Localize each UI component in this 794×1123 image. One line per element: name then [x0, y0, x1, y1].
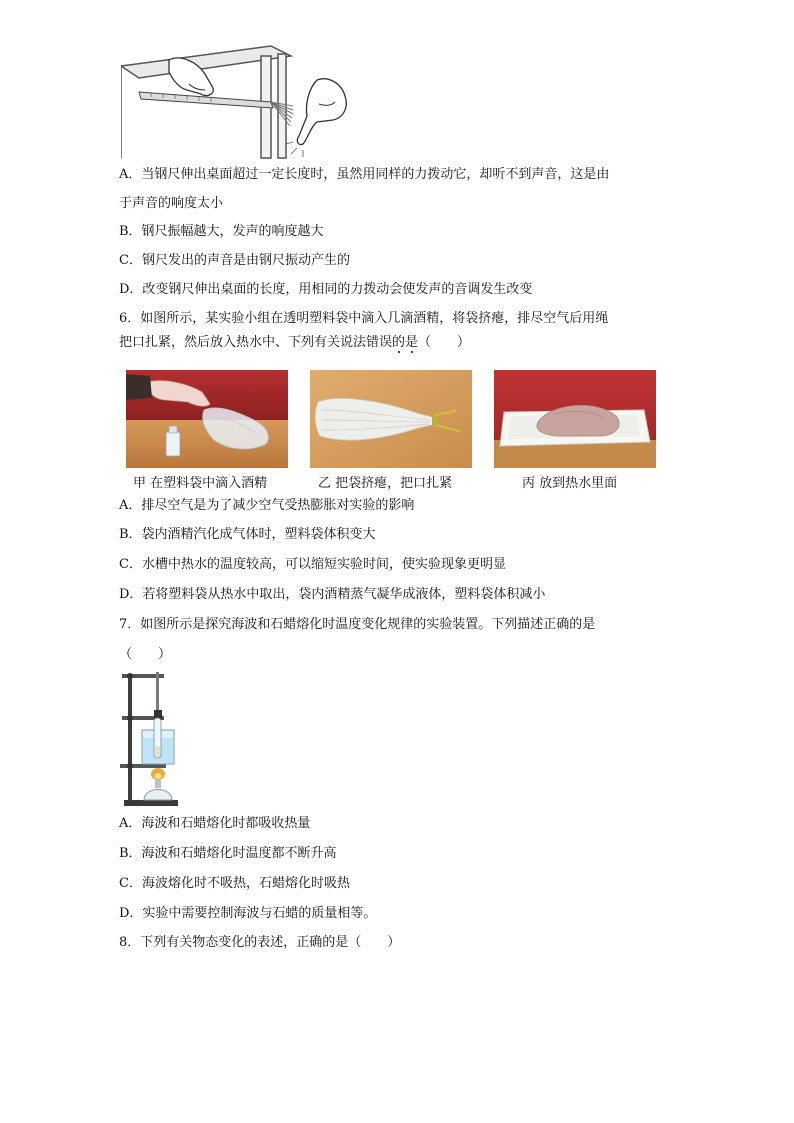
q5-option-a-line2: 于声音的响度太小 [119, 196, 224, 211]
photo-hot-water-tray [494, 370, 656, 468]
photo-dropping-alcohol [126, 370, 288, 468]
q5-option-b: B．钢尺振幅越大，发声的响度越大 [119, 224, 324, 239]
q6-option-d: D．若将塑料袋从热水中取出，袋内酒精蒸气凝华成液体，塑料袋体积减小 [119, 587, 546, 602]
q7-option-d: D．实验中需要控制海波与石蜡的质量相等。 [119, 906, 377, 921]
q7-option-b: B．海波和石蜡熔化时温度都不断升高 [119, 846, 337, 861]
melting-apparatus-figure [118, 670, 184, 808]
q7-stem-line2: （ ） [119, 647, 172, 662]
q6-option-c: C．水槽中热水的温度较高，可以缩短实验时间，使实验现象更明显 [119, 557, 506, 572]
caption-bing: 丙 放到热水里面 [522, 476, 618, 491]
caption-jia: 甲 在塑料袋中滴入酒精 [133, 476, 268, 491]
ruler-experiment-figure [121, 44, 355, 160]
q6-stem-line2: 把口扎紧，然后放入热水中、下列有关说法错误的是（ ） [119, 335, 471, 350]
q7-option-c: C．海波熔化时不吸热，石蜡熔化时吸热 [119, 876, 350, 891]
q7-option-a: A．海波和石蜡熔化时都吸收热量 [119, 816, 311, 831]
emphasis-dot [398, 351, 400, 353]
q6-stem-line1: 6．如图所示，某实验小组在透明塑料袋中滴入几滴酒精，将袋挤瘪，排尽空气后用绳 [119, 311, 609, 326]
q5-option-d: D．改变钢尺伸出桌面的长度，用相同的力拨动会使发声的音调发生改变 [119, 282, 533, 297]
photo-squeezed-bag [310, 370, 472, 468]
emphasis-dot [411, 351, 413, 353]
q6-option-a: A．排尽空气是为了减少空气受热膨胀对实验的影响 [119, 498, 415, 513]
q5-option-c: C．钢尺发出的声音是由钢尺振动产生的 [119, 253, 350, 268]
q5-option-a-line1: A．当钢尺伸出桌面超过一定长度时，虽然用同样的力拨动它，却听不到声音，这是由 [119, 167, 610, 182]
q8-stem: 8．下列有关物态变化的表述，正确的是（ ） [119, 935, 401, 950]
q7-stem-line1: 7．如图所示是探究海波和石蜡熔化时温度变化规律的实验装置。下列描述正确的是 [119, 617, 596, 632]
caption-yi: 乙 把袋挤瘪，把口扎紧 [318, 476, 453, 491]
q6-option-b: B．袋内酒精汽化成气体时，塑料袋体积变大 [119, 527, 376, 542]
